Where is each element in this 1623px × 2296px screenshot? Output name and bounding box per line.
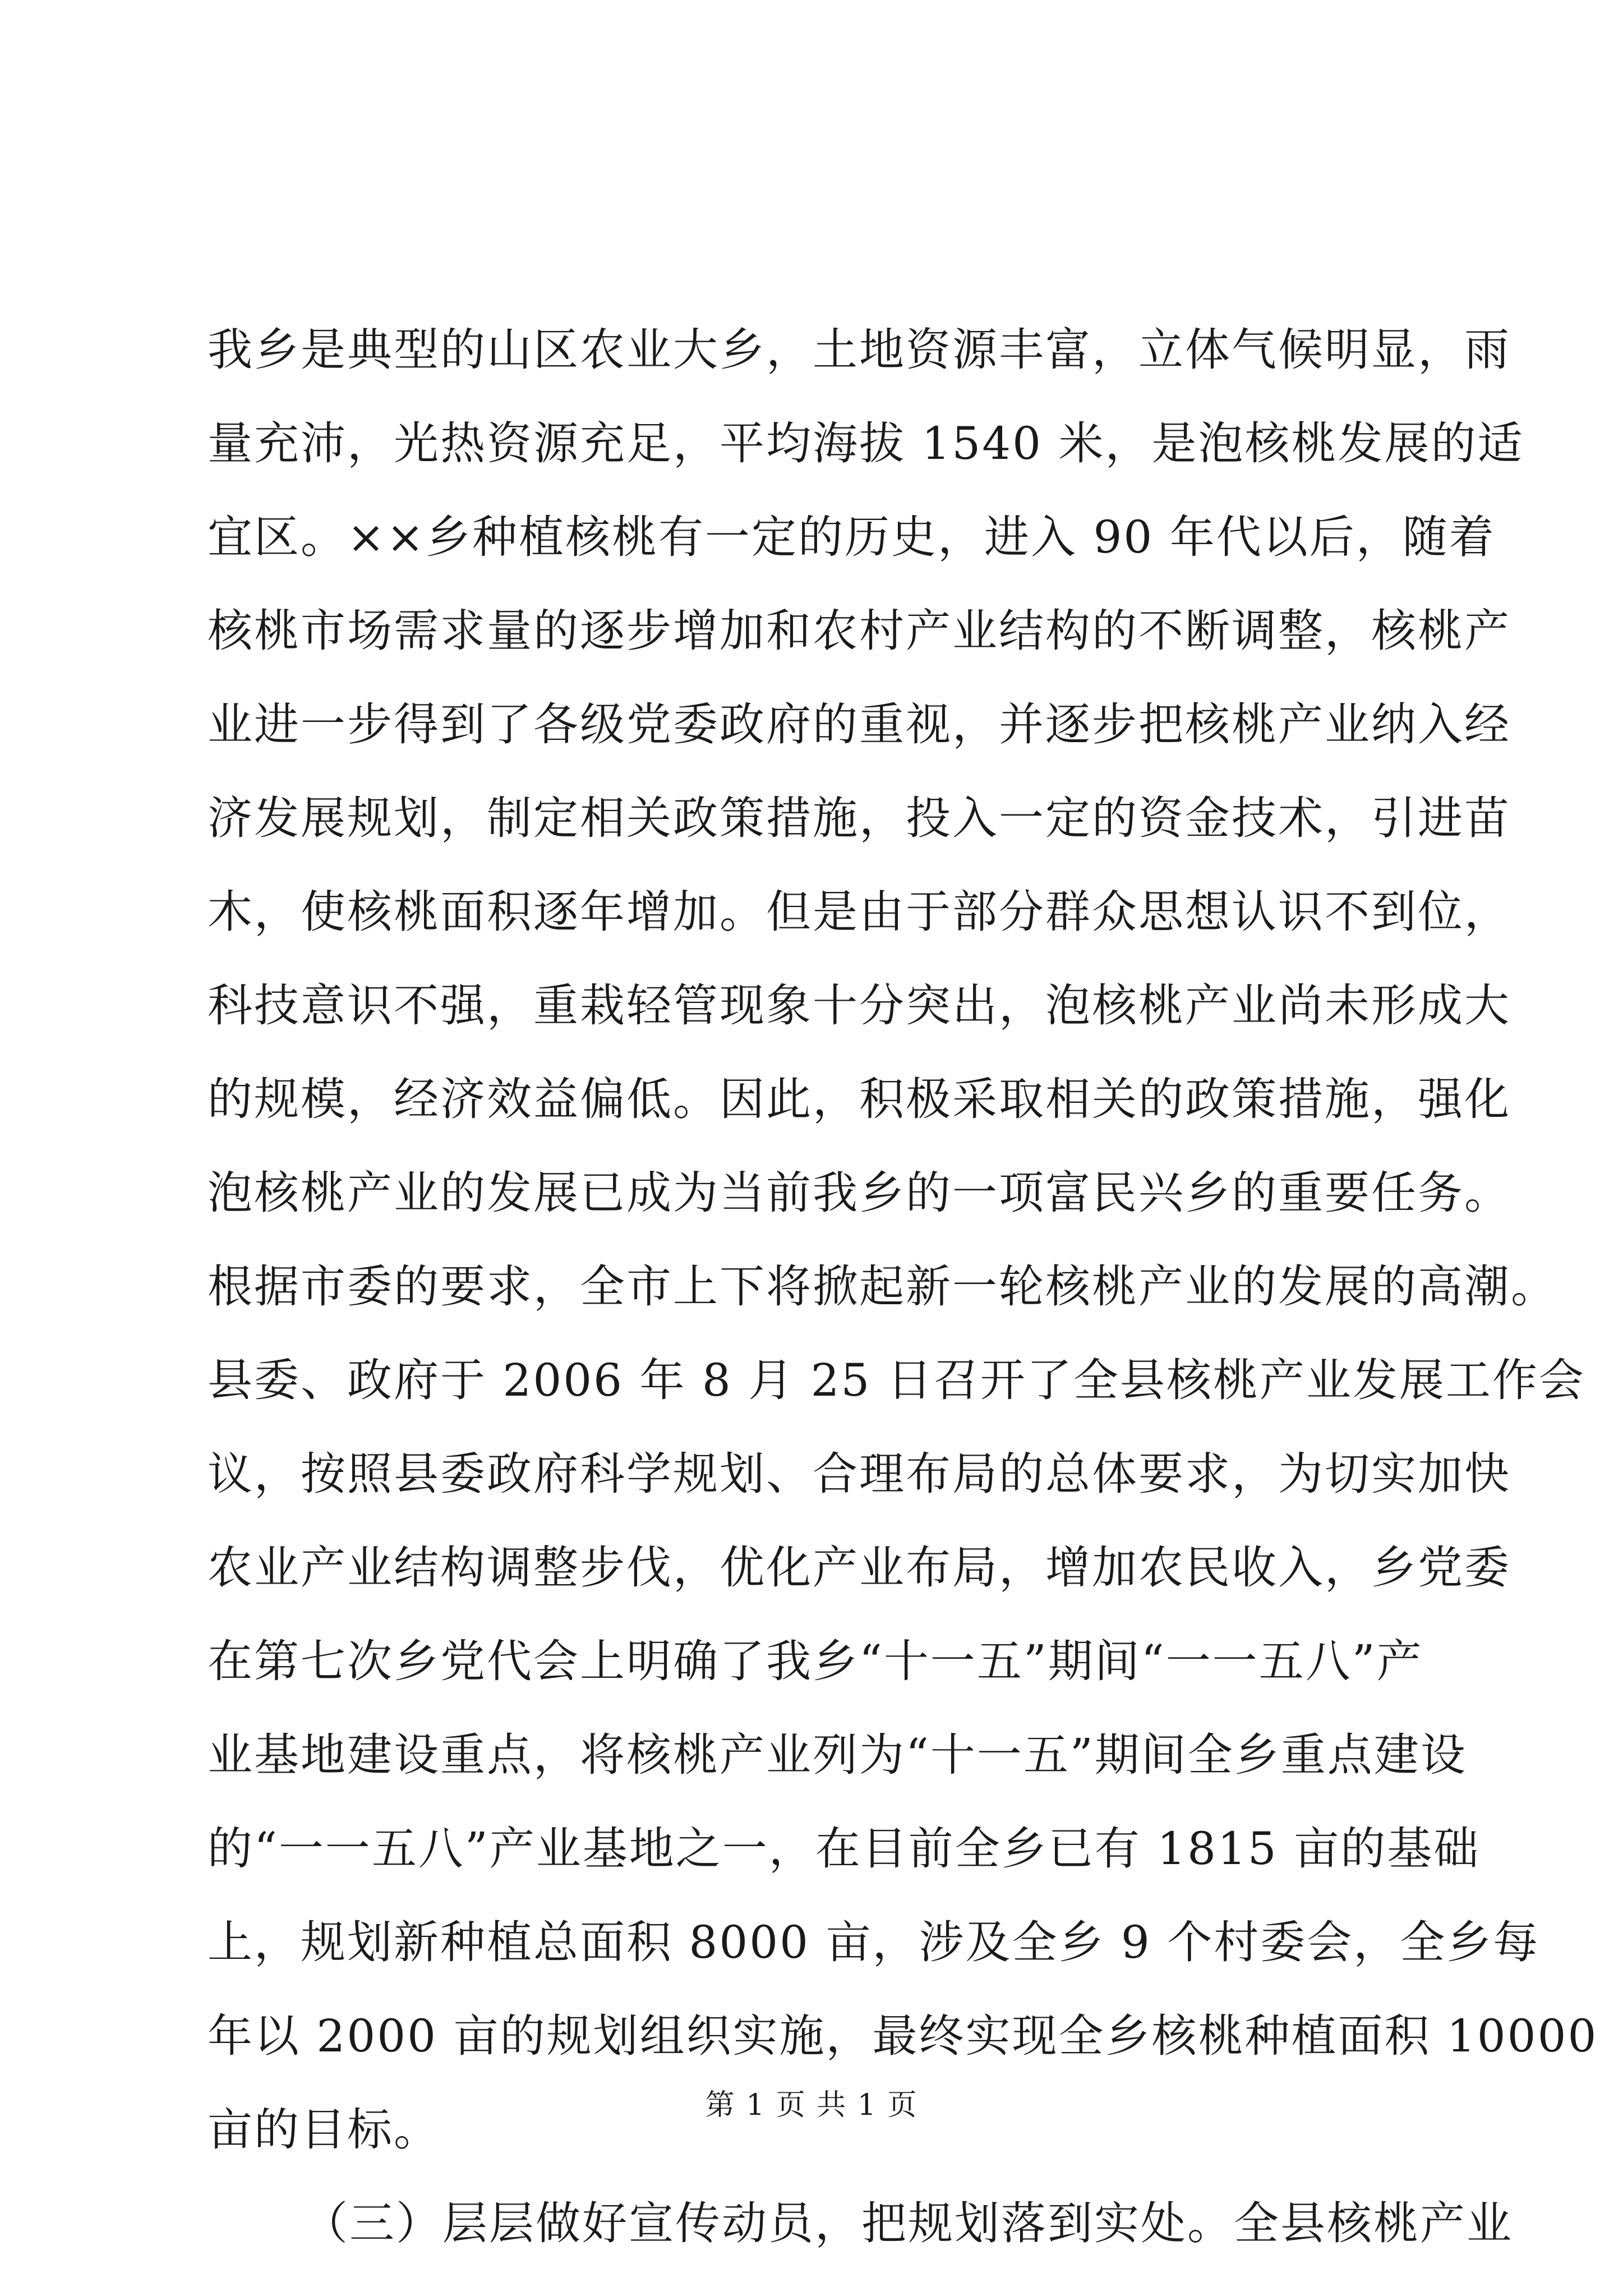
page-footer: 第 1 页 共 1 页 xyxy=(705,2088,918,2122)
text-line-20: 亩的目标。 xyxy=(208,2104,440,2156)
text-line-8: 科技意识不强，重栽轻管现象十分突出，泡核桃产业尚未形成大 xyxy=(208,979,1511,1032)
text-line-1: 我乡是典型的山区农业大乡，土地资源丰富，立体气候明显，雨 xyxy=(208,324,1511,376)
text-line-19: 年以 2000 亩的规划组织实施，最终实现全乡核桃种植面积 10000 xyxy=(208,2010,1598,2062)
text-line-5: 业进一步得到了各级党委政府的重视，并逐步把核桃产业纳入经 xyxy=(208,698,1511,751)
text-line-7: 木，使核桃面积逐年增加。但是由于部分群众思想认识不到位， xyxy=(208,886,1511,938)
text-line-18: 上，规划新种植总面积 8000 亩，涉及全乡 9 个村委会，全乡每 xyxy=(208,1916,1540,1968)
text-line-17: 的“一一五八”产业基地之一，在目前全乡已有 1815 亩的基础 xyxy=(208,1823,1481,1875)
section-heading-line: （三）层层做好宣传动员，把规划落到实处。全县核桃产业 xyxy=(303,2197,1513,2249)
text-line-2: 量充沛，光热资源充足，平均海拔 1540 米，是泡核桃发展的适 xyxy=(208,417,1524,470)
text-line-15: 在第七次乡党代会上明确了我乡“十一五”期间“一一五八”产 xyxy=(208,1635,1423,1687)
text-line-10: 泡核桃产业的发展已成为当前我乡的一项富民兴乡的重要任务。 xyxy=(208,1167,1511,1219)
text-line-12: 县委、政府于 2006 年 8 月 25 日召开了全县核桃产业发展工作会 xyxy=(208,1354,1585,1406)
text-line-6: 济发展规划，制定相关政策措施，投入一定的资金技术，引进苗 xyxy=(208,792,1511,844)
text-line-9: 的规模，经济效益偏低。因此，积极采取相关的政策措施，强化 xyxy=(208,1073,1511,1125)
body-text xyxy=(208,303,1598,2270)
text-line-11: 根据市委的要求，全市上下将掀起新一轮核桃产业的发展的高潮。 xyxy=(208,1260,1557,1313)
text-line-4: 核桃市场需求量的逐步增加和农村产业结构的不断调整，核桃产 xyxy=(208,605,1511,657)
text-line-3: 宜区。××乡种植核桃有一定的历史，进入 90 年代以后，随着 xyxy=(208,511,1496,563)
text-line-13: 议，按照县委政府科学规划、合理布局的总体要求，为切实加快 xyxy=(208,1448,1511,1500)
text-line-14: 农业产业结构调整步伐，优化产业布局，增加农民收入，乡党委 xyxy=(208,1542,1511,1594)
text-line-16: 业基地建设重点，将核桃产业列为“十一五”期间全乡重点建设 xyxy=(208,1729,1467,1781)
